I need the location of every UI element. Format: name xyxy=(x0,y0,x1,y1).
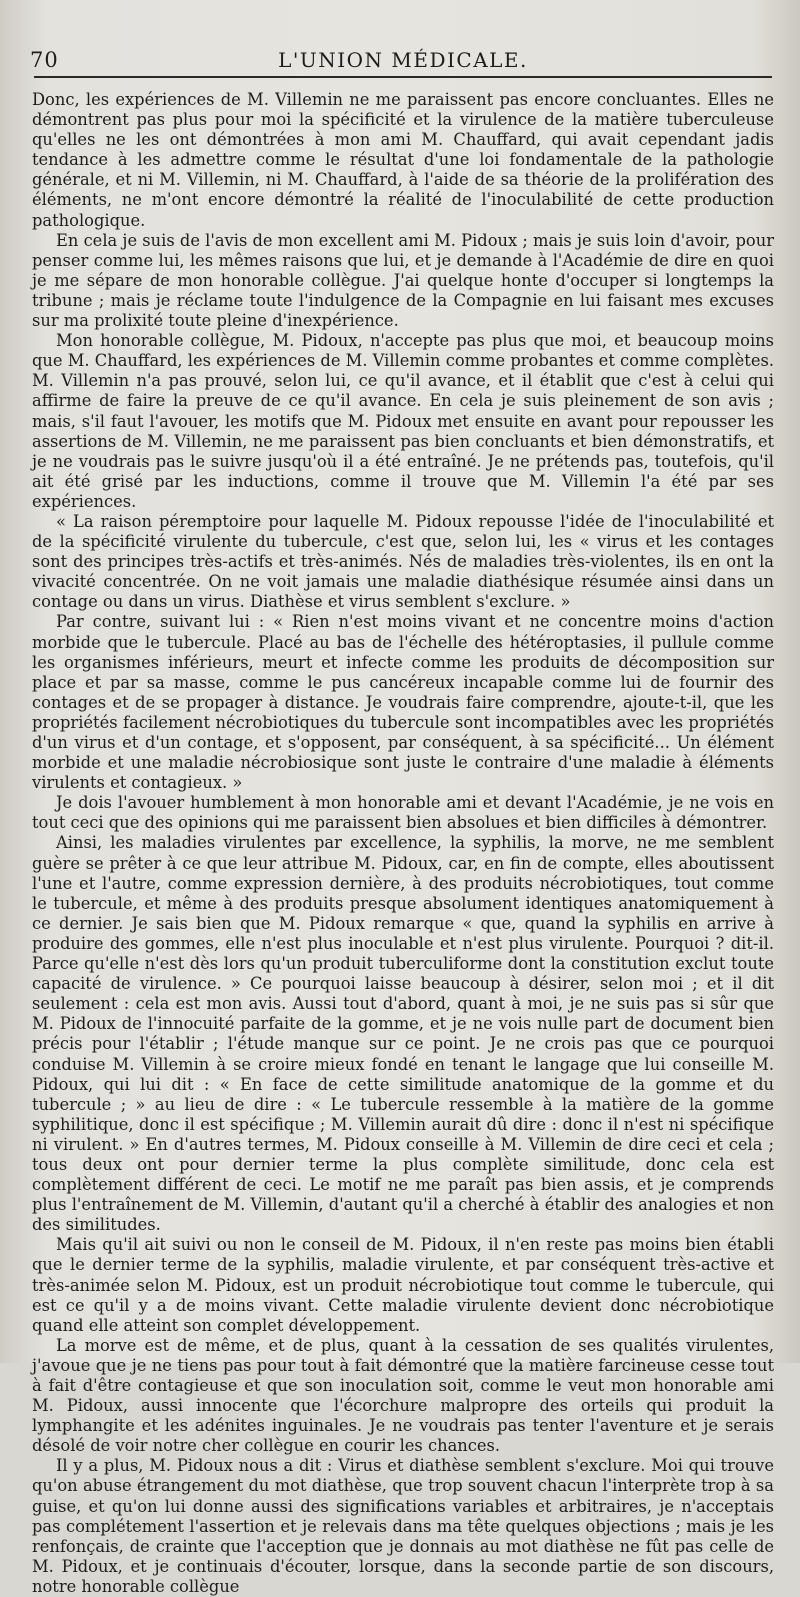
page-number: 70 xyxy=(30,48,59,72)
paragraph: « La raison péremptoire pour laquelle M. Pidoux repousse l'idée de l'inoculabilité et de la spécificité virulente du tubercule, c'est que, selon lui, les « virus et les contages sont des principes très-actifs et très-animés. Nés de maladies très-violentes, ils en ont la vivacité concentrée. On ne voit jamais une maladie diathésique résumée ainsi dans un contage ou dans un virus. Diathèse et virus semblent s'exclure. » xyxy=(32,511,774,612)
page-header xyxy=(28,40,778,74)
article-body xyxy=(28,90,778,1597)
paragraph: Mon honorable collègue, M. Pidoux, n'accepte pas plus que moi, et beaucoup moins que M. Chauffard, les expériences de M. Villemin comme probantes et comme complètes. M. Villemin n'a pas prouvé, selon lui, ce qu'il avance, et il établit que c'est à celui qui affirme de faire la preuve de ce qu'il avance. En cela je suis pleinement de son avis ; mais, s'il faut l'avouer, les motifs que M. Pidoux met ensuite en avant pour repousser les assertions de M. Villemin, ne me paraissent pas bien concluants et bien démonstratifs, et je ne voudrais pas le suivre jusqu'où il a été entraîné. Je ne prétends pas, toutefois, qu'il ait été grisé par les inductions, comme il trouve que M. Villemin l'a été par ses expériences. xyxy=(32,331,774,511)
paragraph: Donc, les expériences de M. Villemin ne me paraissent pas encore concluantes. Elles ne démontrent pas plus pour moi la spécificité et la virulence de la matière tuberculeuse qu'elles ne les ont démontrées à mon ami M. Chauffard, qui avait cependant jadis tendance à les admettre comme le résultat d'une loi fondamentale de la pathologie générale, et ni M. Villemin, ni M. Chauffard, à l'aide de sa théorie de la prolifération des éléments, ne m'ont encore démontré la réalité de l'inoculabilité de cette production pathologique. xyxy=(32,90,774,230)
running-title: L'UNION MÉDICALE. xyxy=(278,48,528,72)
paragraph: La morve est de même, et de plus, quant à la cessation de ses qualités virulentes, j'avoue que je ne tiens pas pour tout à fait démontré que la matière farcineuse cesse tout à fait d'être contagieuse et que son inoculation soit, comme le veut mon honorable ami M. Pidoux, aussi innocente que l'écorchure malpropre des orteils qui produit la lymphangite et les adénites inguinales. Je ne voudrais pas tenter l'aventure et je serais désolé de voir notre cher collègue en courir les chances. xyxy=(32,1335,774,1456)
paragraph: En cela je suis de l'avis de mon excellent ami M. Pidoux ; mais je suis loin d'avoir, pour penser comme lui, les mêmes raisons que lui, et je demande à l'Académie de dire en quoi je me sépare de mon honorable collègue. J'ai quelque honte d'occuper si longtemps la tribune ; mais je réclame toute l'indulgence de la Compagnie en lui faisant mes excuses sur ma prolixité toute pleine d'inexpérience. xyxy=(32,230,774,331)
paragraph: Ainsi, les maladies virulentes par excellence, la syphilis, la morve, ne me semblent guère se prêter à ce que leur attribue M. Pidoux, car, en fin de compte, elles aboutissent l'une et l'autre, comme expression dernière, à des produits nécrobiotiques, tout comme le tubercule, et même à des produits presque absolument identiques anatomiquement à ce dernier. Je sais bien que M. Pidoux remarque « que, quand la syphilis en arrive à produire des gommes, elle n'est plus inoculable et n'est plus virulente. Pourquoi ? dit-il. Parce qu'elle n'est dès lors qu'un produit tuberculiforme dont la constitution exclut toute capacité de virulence. » Ce pourquoi laisse beaucoup à désirer, selon moi ; et il dit seulement : cela est mon avis. Aussi tout d'abord, quant à moi, je ne suis pas si sûr que M. Pidoux de l'innocuité parfaite de la gomme, et je ne vois nulle part de document bien précis pour l'établir ; l'étude manque sur ce point. Je ne crois pas que ce pourquoi conduise M. Villemin à se croire mieux fondé en tenant le langage que lui conseille M. Pidoux, qui lui dit : « En face de cette similitude anatomique de la gomme et du tubercule ; » au lieu de dire : « Le tubercule ressemble à la matière de la gomme syphilitique, donc il est spécifique ; M. Villemin aurait dû dire : donc il n'est ni spécifique ni virulent. » En d'autres termes, M. Pidoux conseille à M. Villemin de dire ceci et cela ; tous deux ont pour dernier terme la plus complète similitude, donc cela est complètement différent de ceci. Le motif ne me paraît pas bien assis, et je comprends plus l'entraînement de M. Villemin, d'autant qu'il a cherché à établir des analogies et non des similitudes. xyxy=(32,833,774,1235)
header-rule xyxy=(34,76,772,78)
paragraph: Il y a plus, M. Pidoux nous a dit : Virus et diathèse semblent s'exclure. Moi qui trouve qu'on abuse étrangement du mot diathèse, que trop souvent chacun l'interprète trop à sa guise, et qu'on lui donne aussi des significations variables et arbitraires, je n'acceptais pas complétement l'assertion et je relevais dans ma tête quelques objections ; mais je les renfonçais, de crainte que l'acception que je donnais au mot diathèse ne fût pas celle de M. Pidoux, et je continuais d'écouter, lorsque, dans la seconde partie de son discours, notre honorable collègue xyxy=(32,1456,774,1596)
paragraph: Je dois l'avouer humblement à mon honorable ami et devant l'Académie, je ne vois en tout ceci que des opinions qui me paraissent bien absolues et bien difficiles à démontrer. xyxy=(32,793,774,833)
paragraph: Mais qu'il ait suivi ou non le conseil de M. Pidoux, il n'en reste pas moins bien établi que le dernier terme de la syphilis, maladie virulente, et par conséquent très-active et très-animée selon M. Pidoux, est un produit nécrobiotique tout comme le tubercule, qui est ce qu'il y a de moins vivant. Cette maladie virulente devient donc nécrobiotique quand elle atteint son complet développement. xyxy=(32,1235,774,1335)
paragraph: Par contre, suivant lui : « Rien n'est moins vivant et ne concentre moins d'action morbide que le tubercule. Placé au bas de l'échelle des hétéroptasies, il pullule comme les organismes inférieurs, meurt et infecte comme les produits de décomposition sur place et par sa masse, comme le pus cancéreux incapable comme lui de fournir des contages et de se propager à distance. Je voudrais faire comprendre, ajoute-t-il, que les propriétés facilement nécrobiotiques du tubercule sont incompatibles avec les propriétés d'un virus et d'un contage, et s'opposent, par conséquent, à sa spécificité... Un élément morbide et une maladie nécrobiosique sont juste le contraire d'une maladie à éléments virulents et contagieux. » xyxy=(32,612,774,793)
